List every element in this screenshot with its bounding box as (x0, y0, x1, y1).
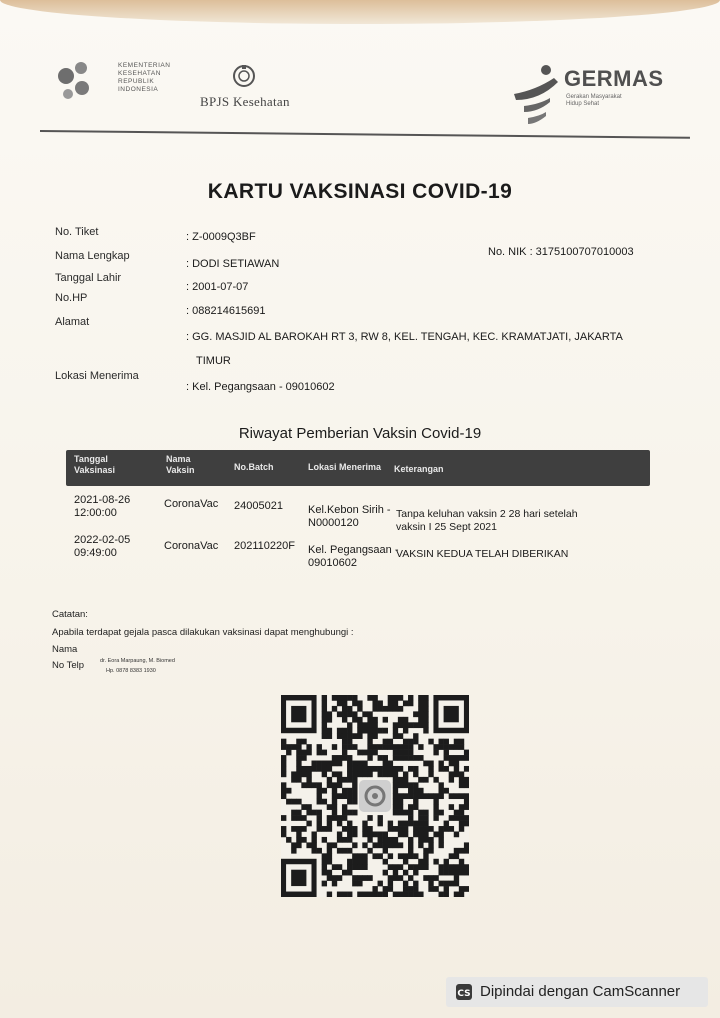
notes-phone-label: No Telp (52, 660, 85, 671)
contact-stamp (100, 656, 210, 686)
row2-note: VAKSIN KEDUA TELAH DIBERIKAN (396, 548, 569, 560)
row2-location: Kel. Pegangsaan - (308, 544, 399, 556)
paper-top-edge (0, 0, 720, 24)
row2-date: 2022-02-05 (74, 534, 131, 546)
bpjs-logo-text: BPJS Kesehatan (200, 94, 290, 109)
fullname-label: Nama Lengkap (55, 250, 130, 262)
fullname-value: : DODI SETIAWAN (186, 258, 280, 270)
row2-location-code: 09010602 (308, 557, 357, 569)
nik-field: No. NIK : 3175100707010003 (488, 246, 634, 258)
bpjs-logo (196, 64, 316, 120)
header-date: Tanggal Vaksinasi (74, 454, 116, 475)
birthdate-label: Tanggal Lahir (55, 272, 122, 284)
address-value: : GG. MASJID AL BAROKAH RT 3, RW 8, KEL. TENGAH, KEC. KRAMATJATI, JAKARTA (186, 331, 623, 343)
germas-logo-subtext: Gerakan Masyarakat Hidup Sehat (566, 94, 622, 107)
table-header-row (66, 450, 650, 486)
header-note: Keterangan (394, 464, 444, 474)
address-label: Alamat (55, 316, 90, 328)
row2-vaccine: CoronaVac (164, 540, 219, 552)
qr-code (281, 695, 469, 897)
row1-vaccine: CoronaVac (164, 498, 219, 510)
notes-name-label: Nama (52, 644, 78, 655)
row1-note-line2: vaksin I 25 Sept 2021 (396, 521, 497, 533)
row1-time: 12:00:00 (74, 507, 117, 519)
kemenkes-logo-icon (54, 60, 98, 104)
row1-date: 2021-08-26 (74, 494, 131, 506)
ticket-label: No. Tiket (55, 226, 99, 238)
camscanner-watermark (446, 977, 708, 1007)
camscanner-icon (456, 984, 472, 1000)
row1-location: Kel.Kebon Sirih - (308, 504, 391, 516)
header-batch: No.Batch (234, 462, 274, 472)
history-title: Riwayat Pemberian Vaksin Covid-19 (238, 425, 482, 442)
notes-instruction: Apabila terdapat gejala pasca dilakukan vaksinasi dapat menghubungi : (52, 627, 354, 638)
kemenkes-logo (54, 54, 204, 110)
ticket-value: : Z-0009Q3BF (186, 231, 256, 243)
bpjs-seal-icon (232, 64, 256, 88)
row2-time: 09:49:00 (74, 547, 117, 559)
location-value: : Kel. Pegangsaan - 09010602 (186, 381, 335, 393)
germas-figure-icon (506, 60, 566, 130)
notes-heading: Catatan: (52, 609, 88, 620)
row1-batch: 24005021 (234, 500, 283, 512)
row1-location-code: N0000120 (308, 517, 359, 529)
phone-value: : 088214615691 (186, 305, 266, 317)
header-divider (40, 130, 690, 139)
stamp-doctor-name: dr. Eora Marpaung, M. Biomed (100, 658, 175, 664)
germas-logo-text: GERMAS (564, 66, 664, 91)
germas-logo (506, 60, 666, 130)
header-location: Lokasi Menerima (308, 462, 382, 472)
kemenkes-logo-text: KEMENTERIAN KESEHATAN REPUBLIK INDONESIA (118, 62, 171, 93)
location-label: Lokasi Menerima (55, 370, 139, 382)
address-value-line2: TIMUR (196, 355, 231, 367)
svg-text:CS: CS (457, 989, 471, 999)
phone-label: No.HP (55, 292, 88, 304)
watermark-text: Dipindai dengan CamScanner (480, 983, 681, 1000)
birthdate-value: : 2001-07-07 (186, 281, 249, 293)
stamp-doctor-phone: Hp. 0878 8383 1930 (106, 668, 156, 674)
row2-batch: 202110220F (234, 540, 295, 552)
header-vaccine: Nama Vaksin (166, 454, 195, 475)
row1-note: Tanpa keluhan vaksin 2 28 hari setelah (396, 508, 578, 520)
card-title: KARTU VAKSINASI COVID-19 (207, 180, 513, 203)
